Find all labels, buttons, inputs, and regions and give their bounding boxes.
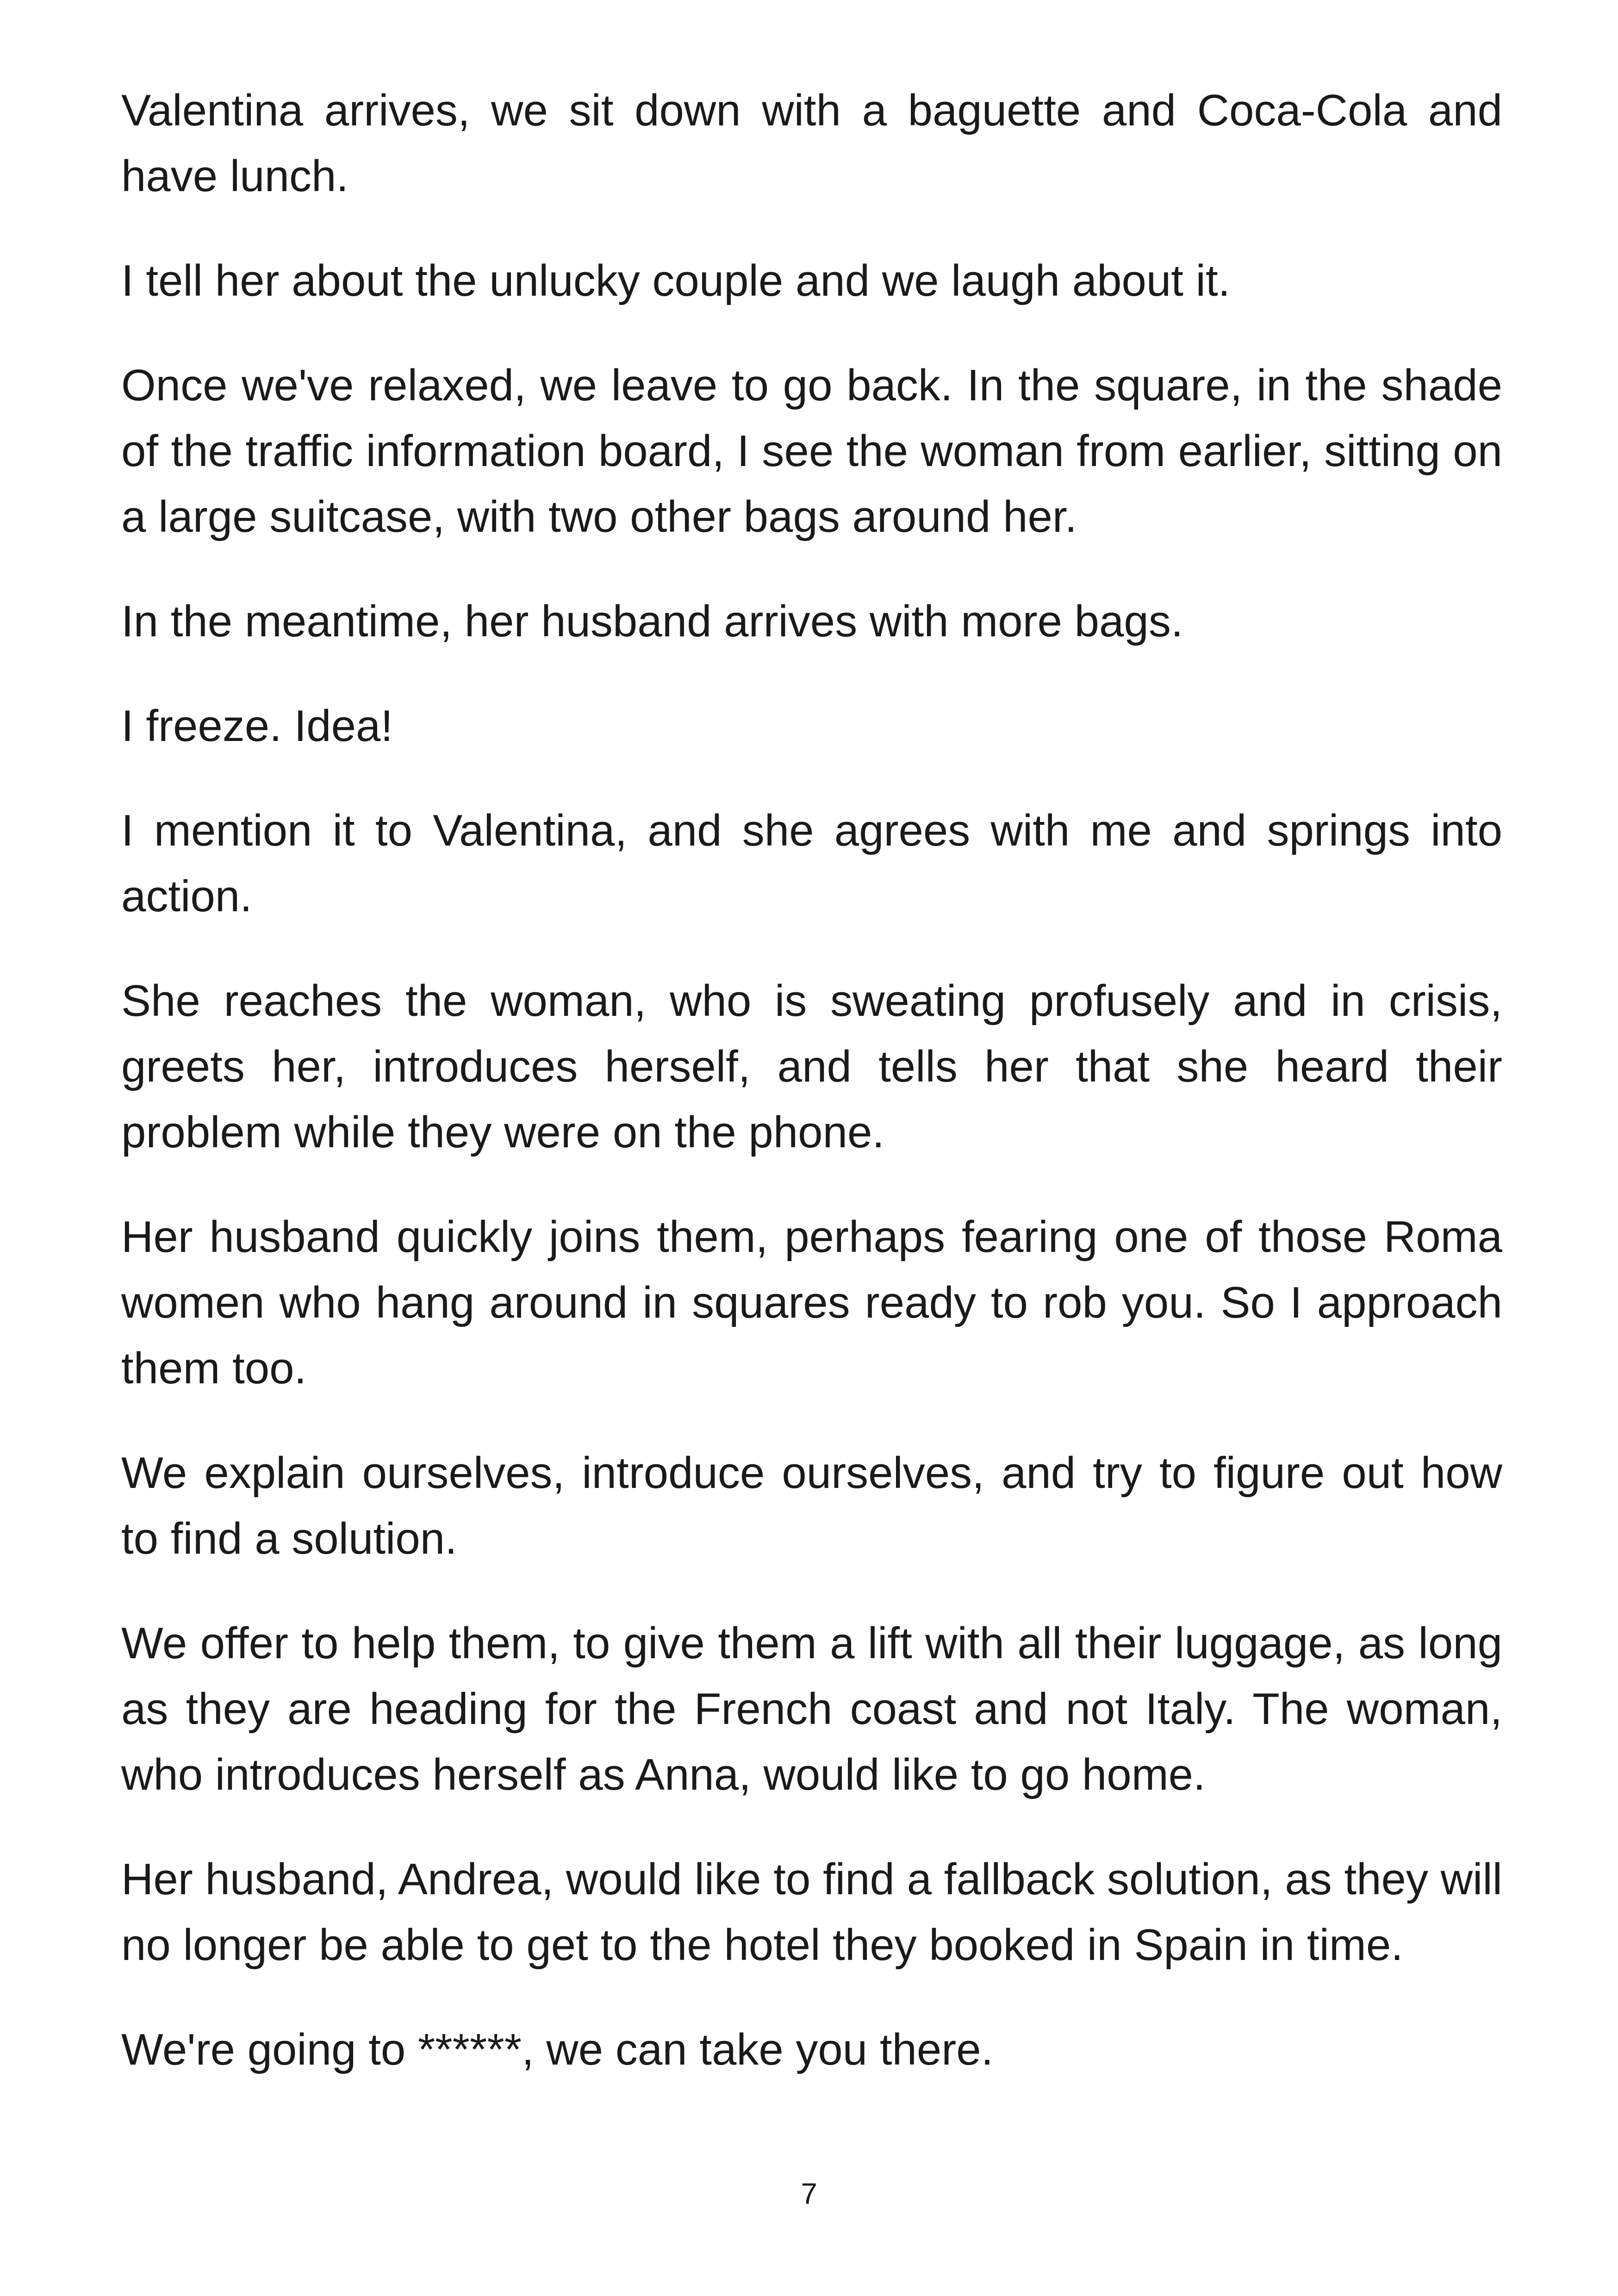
paragraph-12: We're going to ******, we can take you there. (121, 2025, 994, 2074)
paragraph-9: We explain ourselves, introduce ourselves, and try to figure out how to find a solution. (121, 1448, 1502, 1563)
paragraph-6: I mention it to Valentina, and she agrees with me and springs into action. (121, 806, 1502, 921)
paragraph-1: Valentina arrives, we sit down with a baguette and Coca-Cola and have lunch. (121, 86, 1502, 201)
body-text (121, 78, 1502, 2122)
paragraph-7: She reaches the woman, who is sweating profusely and in crisis, greets her, introduces herself, and tells her that she heard their problem while they were on the phone. (121, 976, 1502, 1157)
paragraph-11: Her husband, Andrea, would like to find a fallback solution, as they will no longer be able to get to the hotel they booked in Spain in time. (121, 1854, 1502, 1970)
paragraph-10: We offer to help them, to give them a lift with all their luggage, as long as they are heading for the French coast and not Italy. The woman, who introduces herself as Anna, would like to go home. (121, 1618, 1502, 1799)
paragraph-8: Her husband quickly joins them, perhaps fearing one of those Roma women who hang around in squares ready to rob you. So I approach them too. (121, 1212, 1502, 1393)
paragraph-5: I freeze. Idea! (121, 701, 393, 751)
paragraph-4: In the meantime, her husband arrives with more bags. (121, 597, 1183, 646)
paragraph-2: I tell her about the unlucky couple and we laugh about it. (121, 256, 1231, 305)
page-number: 7 (801, 2177, 817, 2210)
paragraph-3: Once we've relaxed, we leave to go back. In the square, in the shade of the traffic information board, I see the woman from earlier, sitting on a large suitcase, with two other bags around her. (121, 361, 1502, 541)
